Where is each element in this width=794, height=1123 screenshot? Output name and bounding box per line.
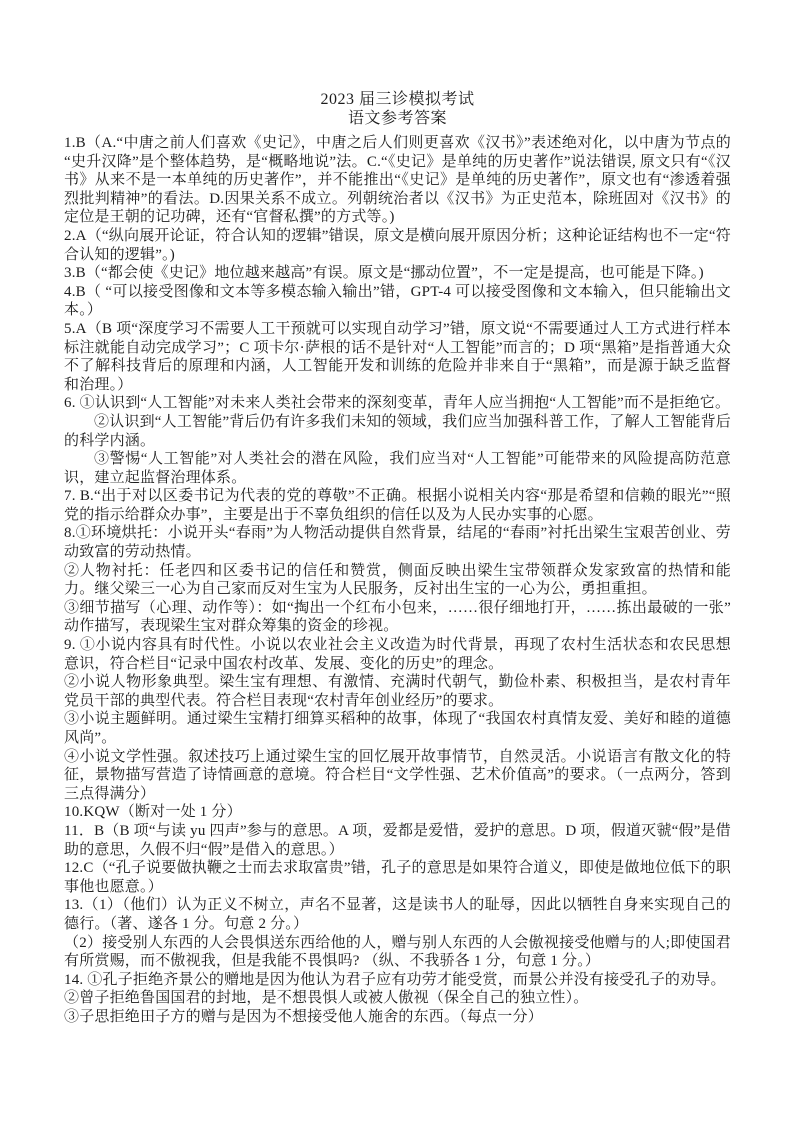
- answer-q11: 11．B（B 项“与读 yu 四声”参与的意思。A 项，爱都是爱惜，爱护的意思。D 项，假道灭虢“假”是借助的意思，久假不归“假”是借入的意思。）: [64, 822, 731, 858]
- answer-q9-point1: 9. ①小说内容具有时代性。小说以农业社会主义改造为时代背景，再现了农村生活状态和农民思想意识，符合栏目“记录中国农村改革、发展、变化的历史”的理念。: [64, 637, 731, 672]
- answer-q14-point1: 14. ①孔子拒绝齐景公的赠地是因为他认为君子应有功劳才能受赏，而景公并没有接受孔子的劝导。: [64, 971, 726, 988]
- answer-q4: 4.B（ “可以接受图像和文本等多模态输入输出”错，GPT-4 可以接受图像和文本输入，但只能输出文本。）: [64, 283, 731, 319]
- document-subtitle: 语文参考答案: [347, 110, 447, 127]
- answer-q9-point3: ③小说主题鲜明。通过梁生宝精打细算买稻种的故事，体现了“我国农村真情友爱、美好和睦的道德风尚”。: [64, 711, 731, 746]
- answer-q8-point2: ②人物衬托：任老四和区委书记的信任和赞赏，侧面反映出梁生宝带领群众发家致富的热情和能力。继父梁三一心为自己家而反对生宝为人民服务，反衬出生宝的一心为公，勇担重担。: [64, 562, 731, 598]
- answer-q13-part1: 13.（1）（他们）认为正义不树立，声名不显著，这是读书人的耻辱，因此以牺牲自身来实现自己的德行。（著、遂各 1 分。句意 2 分。）: [64, 897, 731, 932]
- answer-q7: 7. B.“出于对以区委书记为代表的党的尊敬”不正确。根据小说相关内容“那是希望和信赖的眼光”“照党的指示给群众办事”，主要是出于不辜负组织的信任以及为人民办实事的心愿。: [64, 488, 731, 523]
- answer-q8-point3: ③细节描写（心理、动作等）：如“掏出一个红布小包来，……很仔细地打开，……拣出最破的一张”动作描写，表现梁生宝对群众筹集的资金的珍视。: [64, 599, 731, 635]
- answer-q1: 1.B（A.“中唐之前人们喜欢《史记》，中唐之后人们则更喜欢《汉书》”表述绝对化，以中唐为节点的“史升汉降”是个整体趋势，是“概略地说”法。C.“《史记》是单纯的历史著作”说法错误, 原文只有“《汉书》从来不是一本单纯的历史著作”，并不能推出“《史记》是单纯的历史著作”，原文也有“渗透着强烈批判精神”的看法。D.因果关系不成立。列朝统治者以《汉书》为正史范本，除班固对《汉书》的定位是王朝的记功碑，还有“官督私撰”的方式等。): [64, 135, 731, 226]
- answer-key-body: [64, 134, 731, 1027]
- answer-q9-point2: ②小说人物形象典型。梁生宝有理想、有激情、充满时代朝气，勤俭朴素、积极担当，是农村青年党员干部的典型代表。符合栏目表现“农村青年创业经历”的要求。: [64, 674, 731, 709]
- document-title: 2023 届三诊模拟考试: [320, 91, 475, 108]
- answer-q13-part2: （2）接受别人东西的人会畏惧送东西给他的人，赠与别人东西的人会傲视接受他赠与的人;即使国君有所赏赐，而不傲视我，但是我能不畏惧吗? （纵、不我骄各 1 分，句意 1 分。）: [64, 934, 731, 970]
- answer-q12: 12.C（“孔子说要做执鞭之士而去求取富贵”错，孔子的意思是如果符合道义，即使是做地位低下的职事他也愿意。）: [64, 860, 731, 895]
- answer-q8-point1: 8.①环境烘托：小说开头“春雨”为人物活动提供自然背景，结尾的“春雨”衬托出梁生宝艰苦创业、劳动致富的劳动热情。: [64, 525, 731, 561]
- answer-q6-point1: 6. ①认识到“人工智能”对未来人类社会带来的深刻变革，青年人应当拥抱“人工智能”而不是拒绝它。: [64, 395, 731, 412]
- answer-q10: 10.KQW（断对一处 1 分）: [64, 804, 242, 821]
- answer-q6-point3: ③警惕“人工智能”对人类社会的潜在风险，我们应当对“人工智能”可能带来的风险提高防范意识，建立起监督治理体系。: [64, 451, 731, 486]
- answer-q14-point3: ③子思拒绝田子方的赠与是因为不想接受他人施舍的东西。（每点一分）: [64, 1008, 543, 1025]
- answer-q5: 5.A（B 项“深度学习不需要人工干预就可以实现自动学习”错，原文说“不需要通过人工方式进行样本标注就能自动完成学习”；C 项卡尔·萨根的话不是针对“人工智能”而言的；D 项“黑箱”是指普通大众不了解科技背后的原理和内涵，人工智能开发和训练的危险并非来自于“黑箱”，而是源于缺乏监督和治理。）: [64, 320, 731, 393]
- answer-q6-point2: ②认识到“人工智能”背后仍有许多我们未知的领域，我们应当加强科普工作，了解人工智能背后的科学内涵。: [64, 413, 731, 449]
- answer-q2: 2.A（“纵向展开论证，符合认知的逻辑”错误，原文是横向展开原因分析；这种论证结构也不一定“符合认知的逻辑”。): [64, 227, 731, 263]
- answer-q3: 3.B（“都会使《史记》地位越来越高”有误。原文是“挪动位置”，不一定是提高，也可能是下降。): [64, 265, 704, 282]
- answer-q9-point4: ④小说文学性强。叙述技巧上通过梁生宝的回忆展开故事情节，自然灵活。小说语言有散文化的特征，景物描写营造了诗情画意的意境。符合栏目“文学性强、艺术价值高”的要求。（一点两分，答到三点得满分）: [64, 748, 731, 802]
- answer-q14-point2: ②曾子拒绝鲁国国君的封地，是不想畏惧人或被人傲视（保全自己的独立性）。: [64, 990, 589, 1007]
